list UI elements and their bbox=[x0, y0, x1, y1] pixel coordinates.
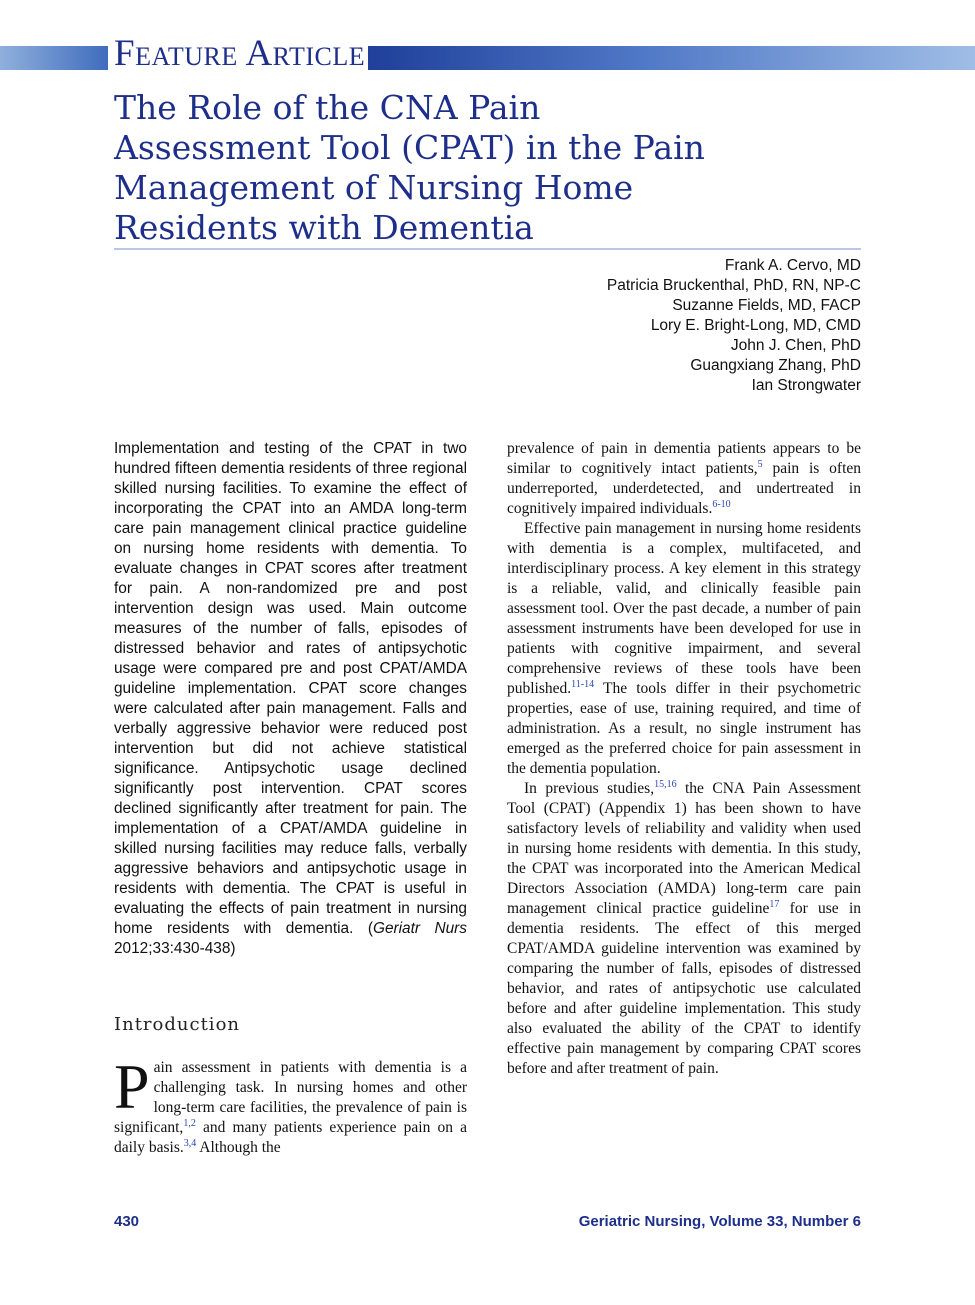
paragraph-text: pain is often underreported, underdetected, and undertreated in cognitively impaired individuals. bbox=[507, 460, 861, 517]
paragraph-text: In previous studies, bbox=[524, 780, 655, 797]
author: Suzanne Fields, MD, FACP bbox=[672, 297, 861, 314]
author: John J. Chen, PhD bbox=[730, 337, 861, 354]
author: Guangxiang Zhang, PhD bbox=[690, 357, 861, 374]
reference-link[interactable]: 6-10 bbox=[712, 498, 731, 510]
drop-cap: P bbox=[114, 1051, 150, 1122]
author-list bbox=[607, 256, 861, 396]
article-title: The Role of the CNA Pain Assessment Tool (CPAT) in the Pain Management of Nursing Home Residents with Dementia bbox=[114, 88, 705, 247]
intro-text-b: and many patients experience pain on a daily basis. bbox=[114, 1119, 467, 1156]
reference-link[interactable]: 3,4 bbox=[183, 1137, 197, 1149]
citation-journal: Geriatr Nurs bbox=[372, 920, 467, 937]
paragraph-text: for use in dementia residents. The effect of this merged CPAT/AMDA guideline intervention was examined by comparing the number of falls, episodes of distressed behavior, and rates of antipsychotic use calculated before and after guideline implementation. This study also evaluated the ability of the CPAT to identify effective pain management by comparing CPAT scores before and after treatment of pain. bbox=[507, 900, 862, 1077]
paragraph-text: the CNA Pain Assessment Tool (CPAT) (Appendix 1) has been shown to have satisfactory levels of reliability and validity when used in nursing home residents with dementia. In this study, the CPAT was incorporated into the American Medical Directors Association (AMDA) long-term care pain management clinical practice guideline bbox=[507, 780, 861, 917]
header-band-right bbox=[368, 46, 975, 70]
intro-text-a: ain assessment in patients with dementia is a challenging task. In nursing homes and other long-term care facilities, the prevalence of pain is significant, bbox=[114, 1059, 467, 1136]
reference-link[interactable]: 11-14 bbox=[571, 678, 595, 690]
journal-citation: Geriatric Nursing, Volume 33, Number 6 bbox=[578, 1213, 861, 1230]
title-divider bbox=[114, 248, 861, 250]
paragraph-text: Effective pain management in nursing home residents with dementia is a complex, multifaceted, and interdisciplinary process. A key element in this strategy is a reliable, valid, and clinically feasible pain assessment tool. Over the past decade, a number of pain assessment instruments have been developed for use in patients with cognitive impairment, and several comprehensive reviews of these tools have been published. bbox=[507, 520, 861, 697]
author: Frank A. Cervo, MD bbox=[724, 257, 861, 274]
right-column bbox=[507, 439, 861, 1079]
header-band-left bbox=[0, 46, 108, 70]
paragraph bbox=[507, 439, 861, 519]
paragraph-text: The tools differ in their psychometric properties, ease of use, training required, and time of administration. As a result, no single instrument has emerged as the preferred choice for pain assessment in the dementia population. bbox=[507, 680, 861, 777]
citation-open: ( bbox=[367, 920, 373, 937]
paragraph bbox=[507, 779, 861, 1079]
reference-link[interactable]: 1,2 bbox=[183, 1117, 196, 1129]
author: Patricia Bruckenthal, PhD, RN, NP-C bbox=[606, 277, 861, 294]
introduction-paragraph bbox=[114, 1051, 467, 1158]
abstract bbox=[114, 439, 467, 959]
author: Ian Strongwater bbox=[751, 377, 861, 394]
author: Lory E. Bright-Long, MD, CMD bbox=[650, 317, 861, 334]
paragraph bbox=[507, 519, 861, 779]
paragraph-text: prevalence of pain in dementia patients appears to be similar to cognitively intact patients, bbox=[507, 440, 861, 477]
reference-link[interactable]: 17 bbox=[769, 898, 780, 910]
introduction-heading: Introduction bbox=[114, 1014, 240, 1035]
section-label: Feature Article bbox=[114, 33, 366, 74]
page-number: 430 bbox=[114, 1213, 140, 1230]
reference-link[interactable]: 5 bbox=[757, 458, 763, 470]
citation-details: 2012;33:430-438) bbox=[114, 940, 236, 957]
intro-text-c: Although the bbox=[196, 1139, 281, 1156]
abstract-text: Implementation and testing of the CPAT in two hundred fifteen dementia residents of three regional skilled nursing facilities. To examine the effect of incorporating the CPAT into an AMDA long-term care pain management clinical practice guideline on nursing home residents with dementia. To evaluate changes in CPAT scores after treatment for pain. A non-randomized pre and post intervention design was used. Main outcome measures of the number of falls, episodes of distressed behavior and rates of antipsychotic usage were compared pre and post CPAT/AMDA guideline implementation. CPAT score changes were calculated after pain management. Falls and verbally aggressive behavior were reduced post intervention but did not achieve statistical significance. Antipsychotic usage declined significantly post intervention. CPAT scores declined significantly after treatment for pain. The implementation of a CPAT/AMDA guideline in skilled nursing facilities may reduce falls, verbally aggressive behaviors and antipsychotic usage in residents with dementia. The CPAT is useful in evaluating the effects of pain treatment in nursing home residents with dementia. bbox=[114, 440, 467, 937]
reference-link[interactable]: 15,16 bbox=[654, 778, 677, 790]
